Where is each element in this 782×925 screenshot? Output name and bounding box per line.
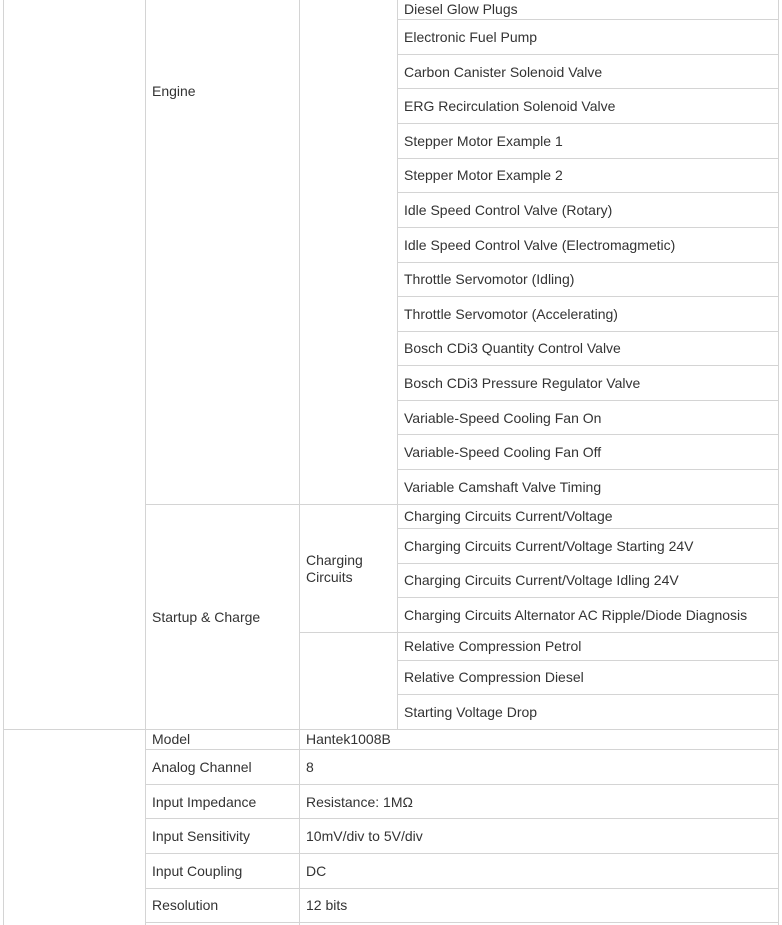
row-divider	[397, 563, 779, 564]
function-item: Stepper Motor Example 1	[404, 133, 563, 149]
row-divider	[397, 54, 779, 55]
row-divider	[397, 19, 779, 20]
row-divider	[397, 694, 779, 695]
row-divider	[145, 922, 779, 923]
subcategory-charging-circuits: Charging Circuits	[306, 552, 363, 585]
spec-value: Resistance: 1MΩ	[306, 794, 413, 810]
row-divider	[397, 227, 779, 228]
function-item: Charging Circuits Alternator AC Ripple/Diode Diagnosis	[404, 607, 748, 623]
row-divider	[397, 192, 779, 193]
row-divider	[145, 818, 779, 819]
group-divider	[299, 632, 779, 633]
function-item: Bosch CDi3 Quantity Control Valve	[404, 340, 621, 356]
row-divider	[397, 400, 779, 401]
spec-name: Resolution	[152, 897, 219, 913]
spec-value: 12 bits	[306, 897, 348, 913]
function-item: ERG Recirculation Solenoid Valve	[404, 98, 616, 114]
row-divider	[397, 660, 779, 661]
function-item: Starting Voltage Drop	[404, 704, 538, 720]
row-divider	[397, 528, 779, 529]
row-divider	[145, 749, 779, 750]
row-divider	[397, 262, 779, 263]
function-item: Carbon Canister Solenoid Valve	[404, 64, 603, 80]
spec-value: Hantek1008B	[306, 731, 391, 747]
function-item: Charging Circuits Current/Voltage	[404, 508, 613, 524]
function-item: Idle Speed Control Valve (Rotary)	[404, 202, 613, 218]
table-border-right	[778, 0, 779, 925]
table-border-left	[3, 0, 4, 925]
function-item: Relative Compression Diesel	[404, 669, 584, 685]
spec-value: 10mV/div to 5V/div	[306, 828, 423, 844]
row-divider	[397, 88, 779, 89]
row-divider	[145, 784, 779, 785]
category-startup-charge: Startup & Charge	[152, 609, 261, 625]
group-divider	[145, 504, 779, 505]
section-divider	[3, 729, 779, 730]
function-item: Throttle Servomotor (Accelerating)	[404, 306, 618, 322]
function-item: Charging Circuits Current/Voltage Idling 24V	[404, 572, 679, 588]
function-item: Charging Circuits Current/Voltage Starting 24V	[404, 538, 694, 554]
spec-name: Input Impedance	[152, 794, 257, 810]
column-divider-1	[145, 0, 146, 925]
function-item: Relative Compression Petrol	[404, 638, 582, 654]
spec-name: Model	[152, 731, 191, 747]
function-item: Variable-Speed Cooling Fan Off	[404, 444, 602, 460]
function-item: Throttle Servomotor (Idling)	[404, 271, 575, 287]
row-divider	[397, 123, 779, 124]
function-item: Electronic Fuel Pump	[404, 29, 538, 45]
row-divider	[397, 597, 779, 598]
row-divider	[397, 296, 779, 297]
function-item: Stepper Motor Example 2	[404, 167, 563, 183]
column-divider-2	[299, 0, 300, 925]
function-item: Idle Speed Control Valve (Electromagmetic)	[404, 237, 676, 253]
spec-name: Input Coupling	[152, 863, 243, 879]
function-item: Variable Camshaft Valve Timing	[404, 479, 602, 495]
row-divider	[397, 331, 779, 332]
row-divider	[145, 888, 779, 889]
function-item: Diesel Glow Plugs	[404, 1, 518, 17]
row-divider	[397, 434, 779, 435]
row-divider	[397, 158, 779, 159]
row-divider	[397, 365, 779, 366]
function-item: Variable-Speed Cooling Fan On	[404, 410, 602, 426]
function-item: Bosch CDi3 Pressure Regulator Valve	[404, 375, 641, 391]
spec-value: 8	[306, 759, 314, 775]
row-divider	[145, 853, 779, 854]
spec-value: DC	[306, 863, 327, 879]
spec-name: Analog Channel	[152, 759, 252, 775]
row-divider	[397, 469, 779, 470]
category-engine: Engine	[152, 83, 196, 99]
spec-name: Input Sensitivity	[152, 828, 251, 844]
